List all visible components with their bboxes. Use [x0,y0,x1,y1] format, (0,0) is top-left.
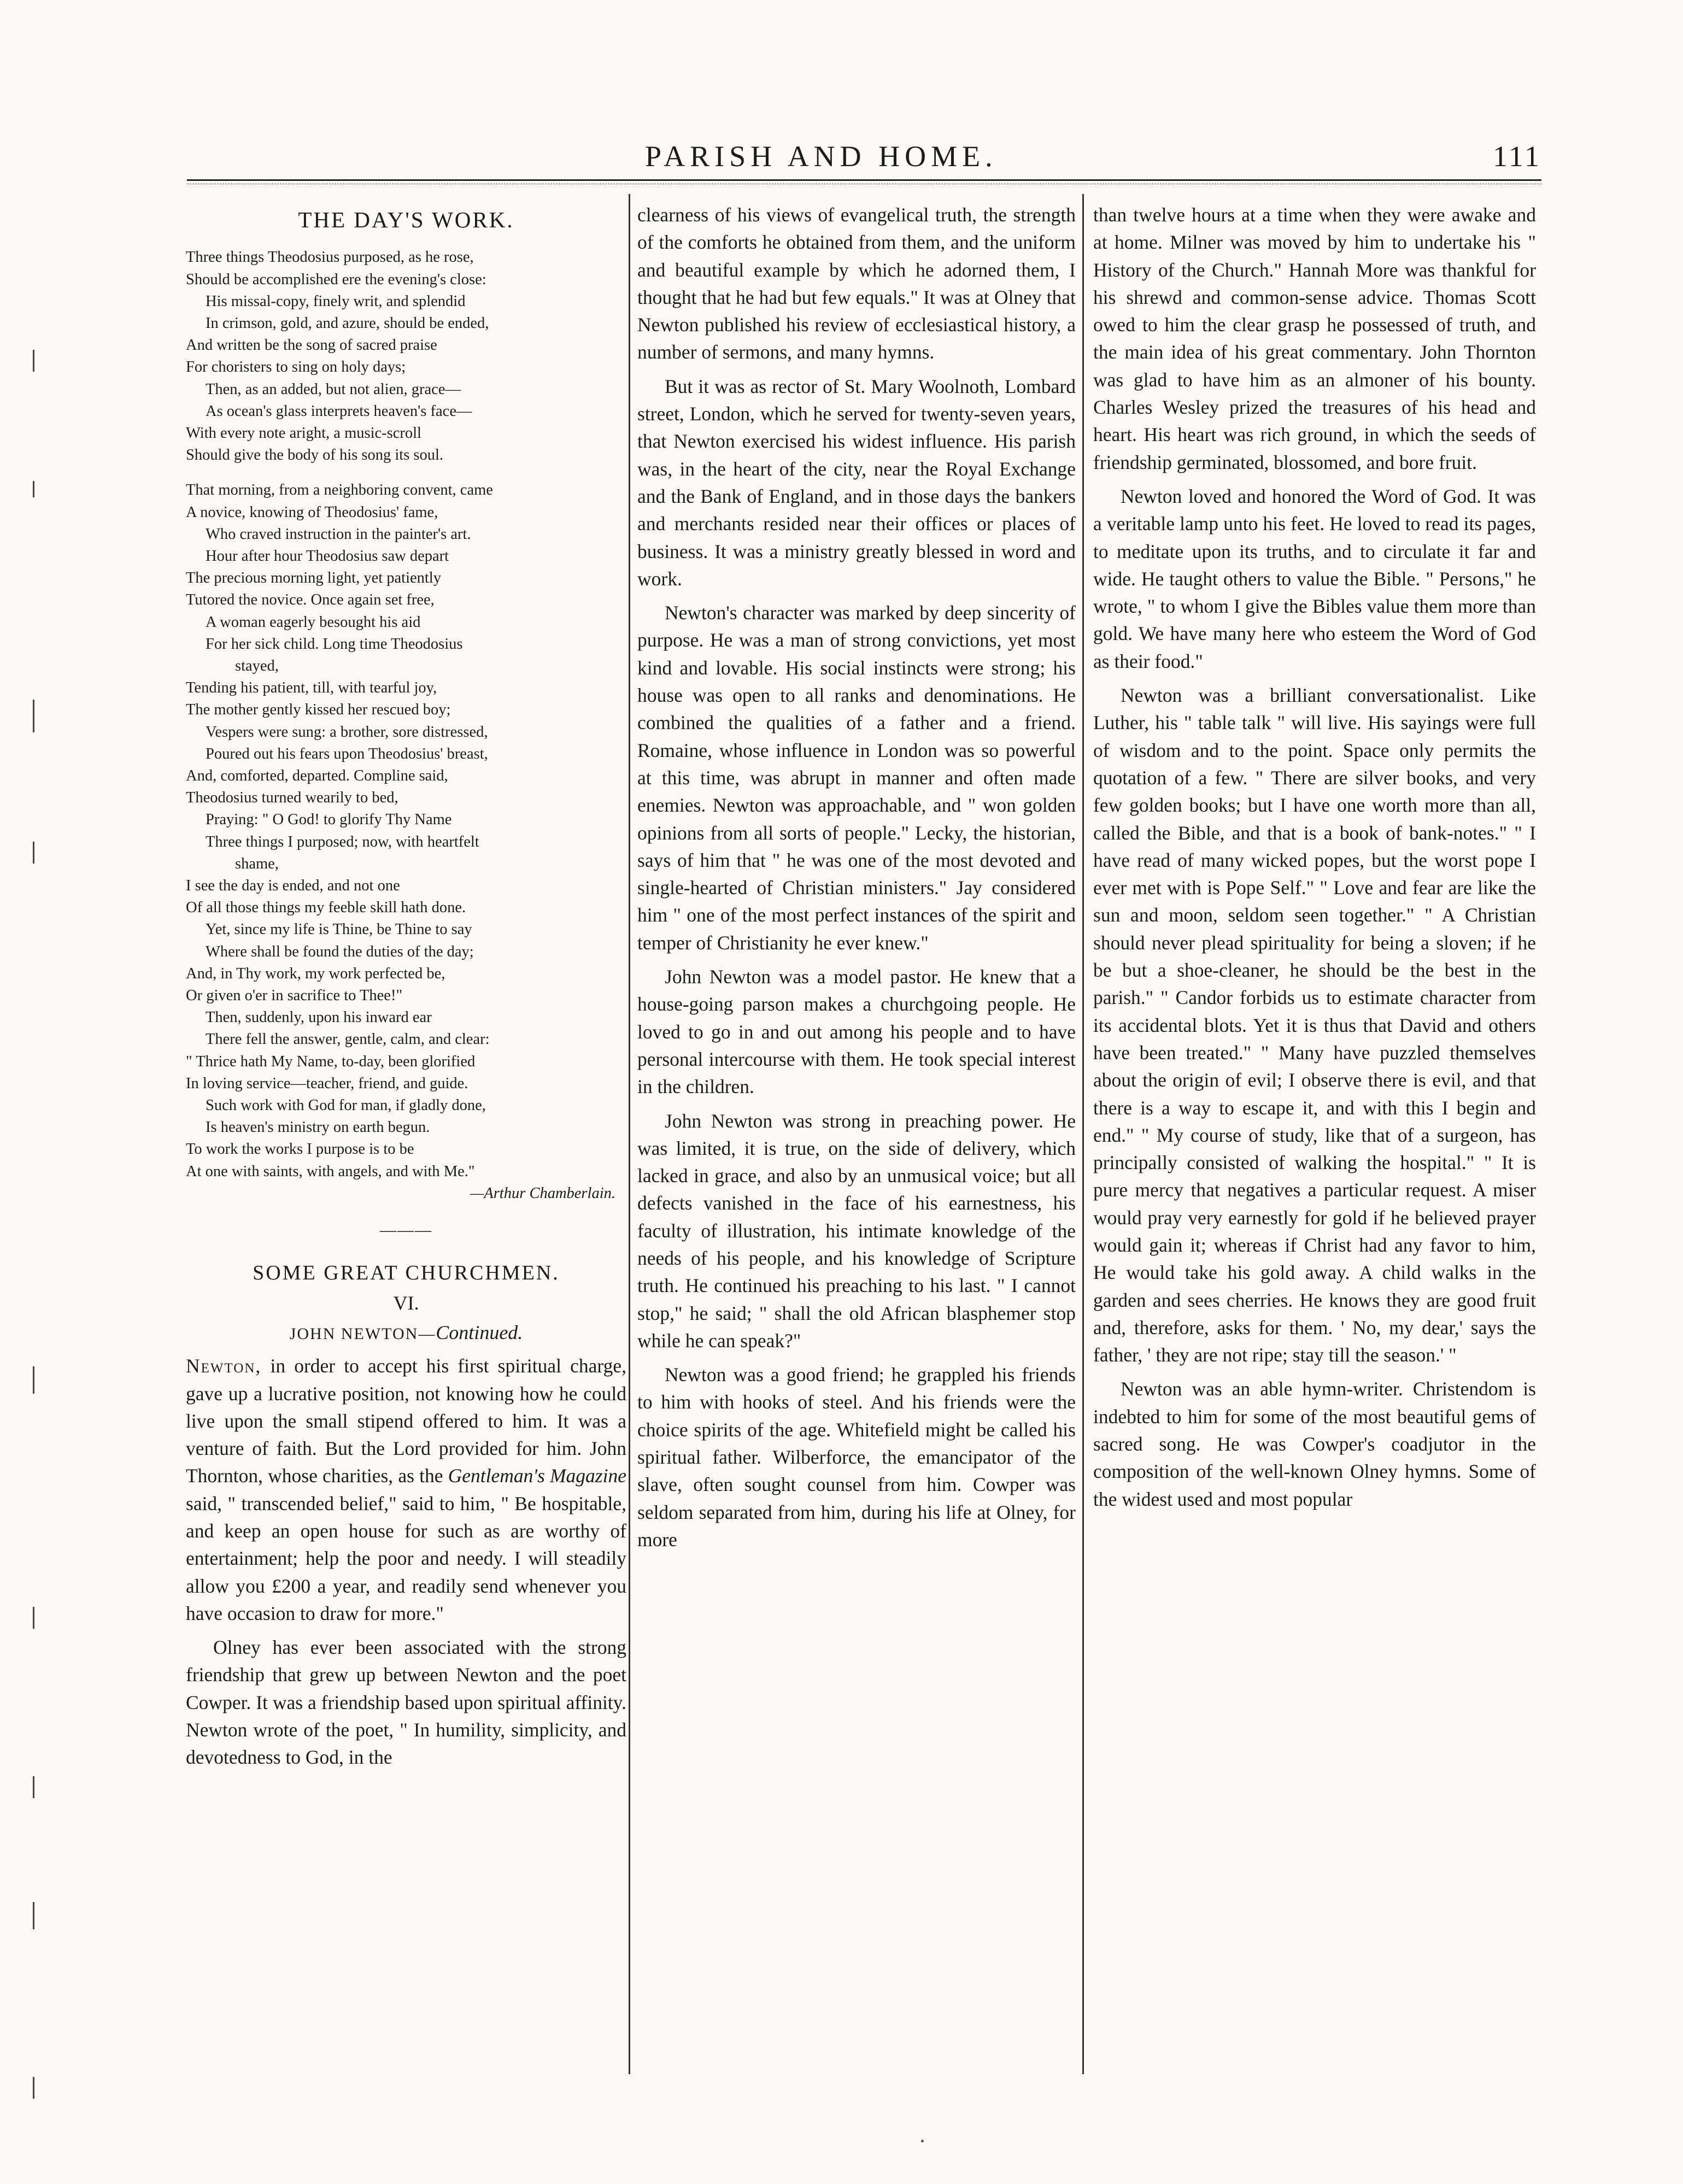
article-subject: JOHN NEWTON— [289,1324,436,1343]
article-subtitle [186,1319,626,1348]
poem-title: THE DAY'S WORK. [298,207,514,232]
paragraph: Newton was an able hymn-writer. Christendom is indebted to him for some of the most beautiful gems of sacred song. He was Cowper's coadjutor in the composition of the well-known Olney hymns. Some of the widest used and most popular [1093,1378,1536,1510]
paragraph: John Newton was a model pastor. He knew that a house-going parson makes a churchgoing people. He loved to go in and out among his people and to have personal intercourse with them. He took special interest in the children. [637,966,1076,1098]
article-title: SOME GREAT CHURCHMEN. [253,1261,560,1285]
poem-stanza-1 [186,246,626,466]
paragraph-text: said, " transcended belief," said to him, " Be hospitable, and keep an open house for such as are worthy of entertainment; help the poor and needy. I will steadily allow you £200 a year, and readily send whenever you have occasion to draw for more." [186,1492,626,1624]
poem-line: Tutored the novice. Once again set free, [186,591,435,609]
poem-line: Tending his patient, till, with tearful joy, [186,679,437,697]
poem-line: Who craved instruction in the painter's art. [206,525,471,543]
paragraph-lead: Newton, [186,1355,262,1377]
article-continued: Continued. [436,1321,523,1343]
poem-line: Is heaven's ministry on earth begun. [206,1119,430,1136]
paragraph: Newton loved and honored the Word of God. It was a veritable lamp unto his feet. He loved to read its pages, to meditate upon its truths, and to circulate it far and wide. He taught others to value the Bible. " Persons," he wrote, " to whom I give the Bibles value them more than gold. We have many here who esteem the Word of God as their food." [1093,485,1536,672]
poem-line: A novice, knowing of Theodosius' fame, [186,503,438,521]
paragraph: clearness of his views of evangelical truth, the strength of the comforts he obtained from them, and the uniform and beautiful example by which he adorned them, I thought that he had but few equals." It was at Olney that Newton published his review of ecclesiastical history, a number of sermons, and many hymns. [637,204,1076,363]
column-divider-2 [1082,194,1084,2074]
poem-line: Of all those things my feeble skill hath done. [186,899,466,917]
poem-line: For her sick child. Long time Theodosius [206,635,463,653]
scan-mark [33,2077,34,2099]
poem-line: The precious morning light, yet patiently [186,570,441,587]
poem-line: In loving service—teacher, friend, and guide. [186,1075,468,1092]
poem-line: A woman eagerly besought his aid [206,613,421,631]
poem-line: Where shall be found the duties of the day; [206,943,474,960]
poem-line: shame, [235,855,279,872]
poem-line: Then, suddenly, upon his inward ear [206,1009,432,1026]
page-header [186,139,1541,178]
poem-line: The mother gently kissed her rescued boy; [186,701,451,719]
poem-line: That morning, from a neighboring convent, came [186,482,493,499]
poem-line: For choristers to sing on holy days; [186,359,406,376]
poem-line: Praying: " O God! to glorify Thy Name [206,811,452,829]
paragraph: Newton's character was marked by deep sincerity of purpose. He was a man of strong convictions, yet most kind and lovable. His social instincts were strong; his house was open to all ranks and denominations. He combined the qualities of a father and a friend. Romaine, whose influence in London was so powerful at this time, was abrupt in manner and often made enemies. Newton was approachable, and " won golden opinions from all sorts of people." Lecky, the historian, says of him that " he was one of the most devoted and single-hearted of Christian ministers." Jay considered him " one of the most perfect instances of the spirit and temper of Christianity he ever knew." [637,602,1076,954]
header-rule [187,179,1541,181]
poem-line: Theodosius turned wearily to bed, [186,789,398,807]
scan-mark [33,1776,34,1798]
poem-line: And written be the song of sacred praise [186,337,437,354]
poem-line: Should give the body of his song its soul. [186,447,444,464]
paragraph: than twelve hours at a time when they were awake and at home. Milner was moved by him to undertake his " History of the Church." Hannah More was thankful for his shrewd and common-sense advice. Thomas Scott owed to him the clear grasp he possessed of truth, and the main idea of his great commentary. John Thornton was glad to have him as an almoner of his bounty. Charles Wesley prized the treasures of his head and heart. His heart was rich ground, in which the seeds of friendship germinated, blossomed, and bore fruit. [1093,204,1536,473]
stanza-gap [186,466,626,479]
poem-line: " Thrice hath My Name, to-day, been glorified [186,1053,476,1070]
poem-line: Or given o'er in sacrifice to Thee!" [186,987,403,1004]
paragraph: John Newton was strong in preaching power. He was limited, it is true, on the side of delivery, which lacked in grace, and also by an unmusical voice; but all defects vanished in the face of his earnestness, his faculty of illustration, his intimate knowledge of the needs of his people, and his knowledge of Scripture truth. He continued his preaching to his last. " I cannot stop," he said; " shall the old African blasphemer stop while he can speak?" [637,1109,1076,1352]
paragraph: Newton was a brilliant conversationalist. Like Luther, his " table talk " will live. His sayings were full of wisdom and to the point. Space only permits the quotation of a few. " There are silver books, and very few golden books; but I have one worth more than all, called the Bible, and that is a book of bank-notes." " I have read of many wicked popes, but the worst pope I ever met with is Pope Self." " Love and fear are like the sun and moon, seldom seen together." " A Christian should never plead spirituality for being a sloven; if he be but a shoe-cleaner, he should be the best in the parish." " Candor forbids us to estimate character from its accidental blots. Yet it is thus that David and others have been treated." " Many have puzzled themselves about the origin of evil; I observe there is evil, and that there is a way to escape it, and with this I begin and end." " My course of study, like that of a surgeon, has principally consisted of walking the hospital." " It is pure mercy that negatives a particular request. A miser would pray very earnestly for gold if he believed prayer would gain it; whereas if Christ had any favor to him, He would take his gold away. A child walks in the garden and sees cherries. He knows they are good fruit and, therefore, asks for them. ' No, my dear,' says the father, ' they are not ripe; stay till the season.' " [1093,684,1536,1366]
poem-stanza-2 [186,479,626,1183]
poem-line: Then, as an added, but not alien, grace— [206,380,461,398]
scan-mark [33,481,34,497]
poem-line: Yet, since my life is Thine, be Thine to say [206,921,472,938]
poem-line: With every note aright, a music-scroll [186,424,421,442]
scan-mark [33,350,34,372]
poem-line: And, comforted, departed. Compline said, [186,767,448,784]
poem-line: Hour after hour Theodosius saw depart [206,547,449,565]
poem-line: Such work with God for man, if gladly done, [206,1097,486,1114]
poem-line: As ocean's glass interprets heaven's face— [206,402,472,420]
poem-line: Vespers were sung: a brother, sore distressed, [206,723,488,741]
poem-line: stayed, [235,657,279,674]
poem-line: I see the day is ended, and not one [186,877,400,894]
scan-mark [33,1902,34,1929]
column-2 [637,201,1076,1560]
running-title: PARISH AND HOME. [645,140,998,173]
poem-line: In crimson, gold, and azure, should be ended, [206,314,489,332]
poem-line: Poured out his fears upon Theodosius' breast, [206,745,488,762]
section-separator: ——— [380,1221,432,1240]
scan-mark [33,700,34,732]
magazine-title: Gentleman's Magazine [448,1465,626,1487]
poem-line: At one with saints, with angels, and with Me." [186,1163,475,1180]
poem-line: Should be accomplished ere the evening's close: [186,271,486,288]
poem-line: And, in Thy work, my work perfected be, [186,965,445,982]
article-number: VI. [393,1291,419,1314]
paragraph [186,1352,626,1627]
poem-author: —Arthur Chamberlain. [470,1184,615,1202]
poem-line: To work the works I purpose is to be [186,1141,414,1158]
column-3 [1093,201,1536,1519]
paragraph-text: in order to accept his first spiritual charge, gave up a lucrative position, not knowing how he could live upon the small stipend offered to him. It was a venture of faith. But the Lord provided for him. John Thornton, whose charities, as the [186,1355,626,1487]
paragraph: Newton was a good friend; he grappled his friends to him with hooks of steel. And his friends were the choice spirits of the age. Whitefield might be called his spiritual father. Wilberforce, the emancipator of the slave, often sought counsel from him. Cowper was seldom separated from him, during his life at Olney, for more [637,1364,1076,1551]
scan-dot [921,2140,924,2142]
column-divider-1 [629,194,630,2074]
paragraph: But it was as rector of St. Mary Woolnoth, Lombard street, London, which he served for twenty-seven years, that Newton exercised his widest influence. His parish was, in the heart of the city, near the Royal Exchange and the Bank of England, and in those days the bankers and merchants resided near their offices or places of business. It was a ministry greatly blessed in word and work. [637,375,1076,590]
scan-mark [33,842,34,864]
paragraph: Olney has ever been associated with the strong friendship that grew up between Newton and the poet Cowper. It was a friendship based upon spiritual affinity. Newton wrote of the poet, " In humility, simplicity, and devotedness to God, in the [186,1636,626,1769]
poem-line: His missal-copy, finely writ, and splendid [206,292,466,310]
page-number: 111 [1493,140,1541,173]
poem-body [186,246,626,1205]
poem-line: Three things Theodosius purposed, as he rose, [186,249,474,266]
scan-mark [33,1366,34,1394]
poem-line: Three things I purposed; now, with heartfelt [206,833,479,850]
scan-mark [33,1607,34,1629]
poem-line: There fell the answer, gentle, calm, and clear: [206,1031,490,1048]
column-1 [186,199,626,1778]
